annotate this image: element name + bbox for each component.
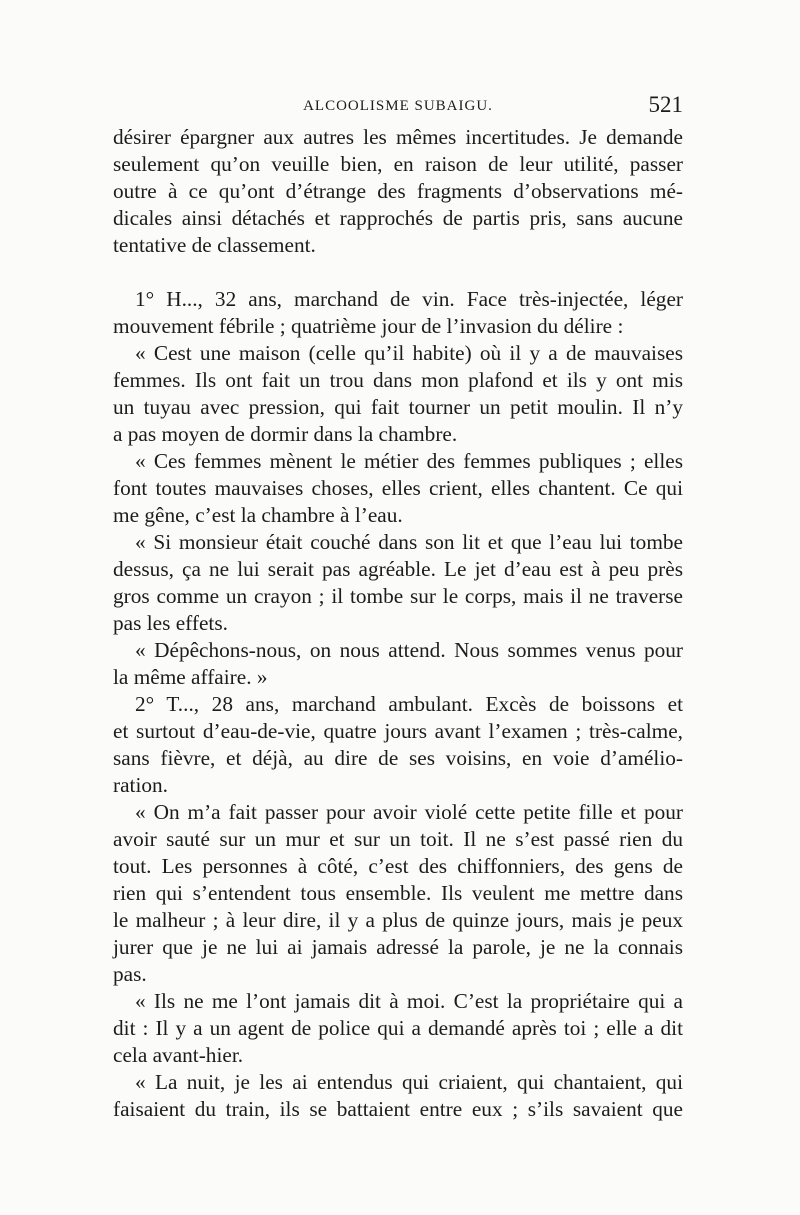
paragraph xyxy=(113,637,683,691)
text-line: « Ces femmes mènent le métier des femmes publiques ; elles xyxy=(135,449,683,473)
text-line: 1° H..., 32 ans, marchand de vin. Face très-injectée, léger xyxy=(135,287,683,311)
text-line: rien qui s’entendent tous ensemble. Ils veulent me mettre dans xyxy=(113,881,683,905)
text-line: gros comme un crayon ; il tombe sur le corps, mais il ne traverse xyxy=(113,584,683,608)
text-line: « Si monsieur était couché dans son lit et que l’eau lui tombe xyxy=(135,530,683,554)
running-title: ALCOOLISME SUBAIGU. xyxy=(303,98,493,114)
text-line: « Dépêchons-nous, on nous attend. Nous sommes venus pour xyxy=(135,638,683,662)
paragraph-gap xyxy=(113,259,683,286)
text-line: le malheur ; à leur dire, il y a plus de quinze jours, mais je peux xyxy=(113,908,683,932)
text-line: tentative de classement. xyxy=(113,233,316,257)
text-line: pas les effets. xyxy=(113,611,228,635)
text-line: me gêne, c’est la chambre à l’eau. xyxy=(113,503,403,527)
text-line: faisaient du train, ils se battaient entre eux ; s’ils savaient que xyxy=(113,1097,683,1121)
paragraph xyxy=(113,1069,683,1123)
text-line: dicales ainsi détachés et rapprochés de partis pris, sans aucune xyxy=(113,206,683,230)
paragraph xyxy=(113,799,683,988)
paragraph xyxy=(113,340,683,448)
text-line: jurer que je ne lui ai jamais adressé la parole, je ne la connais xyxy=(113,935,683,959)
running-head xyxy=(113,92,683,120)
text-line: cela avant-hier. xyxy=(113,1043,244,1067)
text-line: désirer épargner aux autres les mêmes incertitudes. Je demande xyxy=(113,125,683,149)
text-line: « Cest une maison (celle qu’il habite) où il y a de mauvaises xyxy=(135,341,683,365)
text-line: la même affaire. » xyxy=(113,665,268,689)
text-line: « Ils ne me l’ont jamais dit à moi. C’est la propriétaire qui a xyxy=(135,989,683,1013)
text-line: dit : Il y a un agent de police qui a demandé après toi ; elle a dit xyxy=(113,1016,683,1040)
text-line: « On m’a fait passer pour avoir violé cette petite fille et pour xyxy=(135,800,683,824)
paragraph xyxy=(113,286,683,340)
paragraph xyxy=(113,988,683,1069)
text-line: ration. xyxy=(113,773,168,797)
text-line: font toutes mauvaises choses, elles crient, elles chantent. Ce qui xyxy=(113,476,683,500)
paragraph xyxy=(113,448,683,529)
text-line: outre à ce qu’ont d’étrange des fragments d’observations mé- xyxy=(113,179,683,203)
text-line: femmes. Ils ont fait un trou dans mon plafond et ils y ont mis xyxy=(113,368,683,392)
text-line: et surtout d’eau-de-vie, quatre jours avant l’examen ; très-calme, xyxy=(113,719,683,743)
text-line: 2° T..., 28 ans, marchand ambulant. Excès de boissons et xyxy=(135,692,683,716)
paragraph xyxy=(113,691,683,799)
text-line: seulement qu’on veuille bien, en raison de leur utilité, passer xyxy=(113,152,683,176)
paragraph xyxy=(113,529,683,637)
text-line: a pas moyen de dormir dans la chambre. xyxy=(113,422,458,446)
body-text xyxy=(113,124,683,1123)
text-line: tout. Les personnes à côté, c’est des chiffonniers, des gens de xyxy=(113,854,683,878)
page-number: 521 xyxy=(648,92,683,117)
text-line: un tuyau avec pression, qui fait tourner un petit moulin. Il n’y xyxy=(113,395,683,419)
text-line: avoir sauté sur un mur et sur un toit. Il ne s’est passé rien du xyxy=(113,827,683,851)
paragraph xyxy=(113,124,683,259)
text-line: mouvement fébrile ; quatrième jour de l’invasion du délire : xyxy=(113,314,624,338)
text-line: dessus, ça ne lui serait pas agréable. Le jet d’eau est à peu près xyxy=(113,557,683,581)
text-line: « La nuit, je les ai entendus qui criaient, qui chantaient, qui xyxy=(135,1070,683,1094)
text-line: sans fièvre, et déjà, au dire de ses voisins, en voie d’amélio- xyxy=(113,746,683,770)
text-line: pas. xyxy=(113,962,147,986)
